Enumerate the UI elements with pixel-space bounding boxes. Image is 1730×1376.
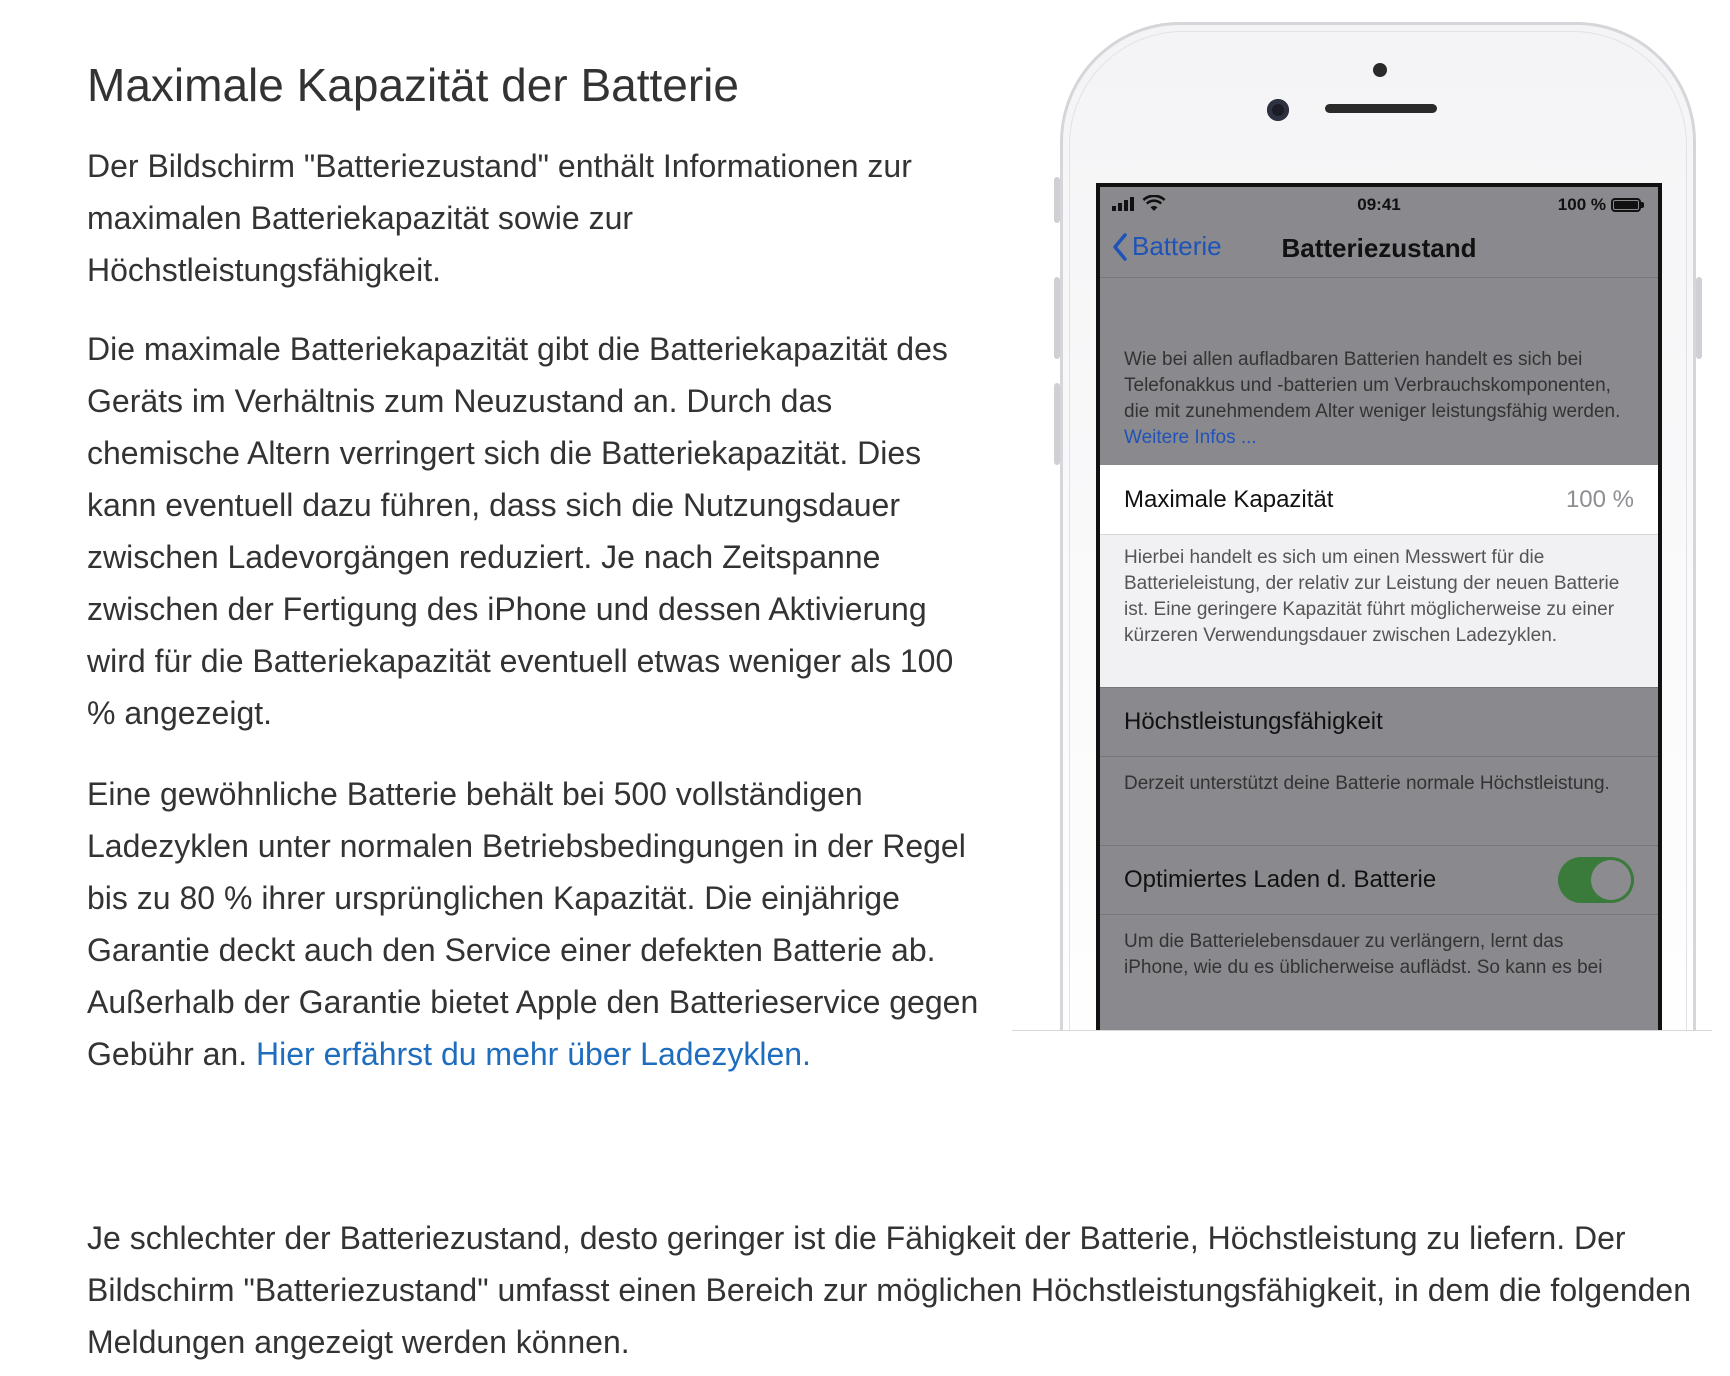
power-button <box>1696 277 1702 359</box>
mute-switch <box>1054 177 1060 223</box>
phone-crop-mask <box>1012 1031 1730 1121</box>
iphone-illustration <box>1060 22 1696 1112</box>
optimized-charging-toggle[interactable] <box>1558 857 1634 903</box>
status-battery-percent: 100 % <box>1557 195 1606 214</box>
paragraph-peak-performance: Je schlechter der Batteriezustand, desto geringer ist die Fähigkeit der Batterie, Höchstleistung zu liefern. Der Bildschirm "Batteriezustand" umfasst einen Bereich zur möglichen Höchstleistungsfähigkeit, in dem die folgenden Meldungen angezeigt werden können. <box>87 1220 1691 1360</box>
peak-performance-footer: Derzeit unterstützt deine Batterie normale Höchstleistung. <box>1124 773 1610 794</box>
charge-cycles-link[interactable]: Hier erfährst du mehr über Ladezyklen. <box>256 1036 811 1072</box>
max-capacity-footer: Hierbei handelt es sich um einen Messwert für die Batterieleistung, der relativ zur Leistung der neuen Batterie ist. Eine geringere Kapazität führt möglicherweise zu einer kürzeren Verwendungsdauer zwischen Ladezyklen. <box>1124 547 1620 646</box>
volume-down-button <box>1054 383 1060 465</box>
battery-intro-body: Wie bei allen aufladbaren Batterien handelt es sich bei Telefonakkus und -batterien um Verbrauchskomponenten, die mit zunehmendem Alter weniger leistungsfähig werden. <box>1124 349 1621 422</box>
phone-screen <box>1096 183 1662 1115</box>
optimized-charging-label: Optimiertes Laden d. Batterie <box>1124 866 1437 893</box>
nav-title: Batteriezustand <box>1281 233 1477 263</box>
max-capacity-label: Maximale Kapazität <box>1124 485 1334 513</box>
max-capacity-row <box>1100 465 1658 535</box>
paragraph-charge-cycles <box>87 768 987 1080</box>
status-time: 09:41 <box>1357 195 1401 214</box>
front-camera <box>1267 99 1289 121</box>
optimized-charging-footer: Um die Batterielebensdauer zu verlängern, lernt das iPhone, wie du es üblicherweise auflädst. So kann es bei <box>1124 931 1603 978</box>
toggle-knob <box>1591 860 1631 900</box>
navigation-bar <box>1100 223 1658 278</box>
back-button-label: Batterie <box>1132 231 1222 261</box>
optimized-charging-row <box>1100 845 1658 915</box>
battery-intro-text <box>1124 347 1624 451</box>
paragraph-intro: Der Bildschirm "Batteriezustand" enthält Informationen zur maximalen Batteriekapazität sowie zur Höchstleistungsfähigkeit. <box>87 148 912 288</box>
status-battery <box>1558 195 1644 215</box>
peak-performance-row <box>1100 687 1658 757</box>
earpiece-speaker <box>1325 104 1437 113</box>
paragraph-charge-cycles-text: Eine gewöhnliche Batterie behält bei 500 vollständigen Ladezyklen unter normalen Betriebsbedingungen in der Regel bis zu 80 % ihrer ursprünglichen Kapazität. Die einjährige Garantie deckt auch den Service einer defekten Batterie ab. Außerhalb der Garantie bietet Apple den Batterieservice gegen Gebühr an. <box>87 776 979 1072</box>
max-capacity-value: 100 % <box>1565 485 1634 513</box>
page-title: Maximale Kapazität der Batterie <box>87 59 739 111</box>
status-bar <box>1100 187 1658 223</box>
paragraph-max-capacity: Die maximale Batteriekapazität gibt die Batteriekapazität des Geräts im Verhältnis zum Neuzustand an. Durch das chemische Altern verringert sich die Batteriekapazität. Dies kann eventuell dazu führen, dass sich die Nutzungsdauer zwischen Ladevorgängen reduziert. Je nach Zeitspanne zwischen der Fertigung des iPhone und dessen Aktivierung wird für die Batteriekapazität eventuell etwas weniger als 100 % angezeigt. <box>87 331 954 731</box>
battery-icon <box>1611 198 1641 212</box>
peak-performance-label: Höchstleistungsfähigkeit <box>1124 708 1383 735</box>
image-bottom-rule <box>1012 1030 1712 1031</box>
volume-up-button <box>1054 277 1060 359</box>
proximity-sensor <box>1373 63 1387 77</box>
more-info-link[interactable]: Weitere Infos ... <box>1124 427 1257 448</box>
